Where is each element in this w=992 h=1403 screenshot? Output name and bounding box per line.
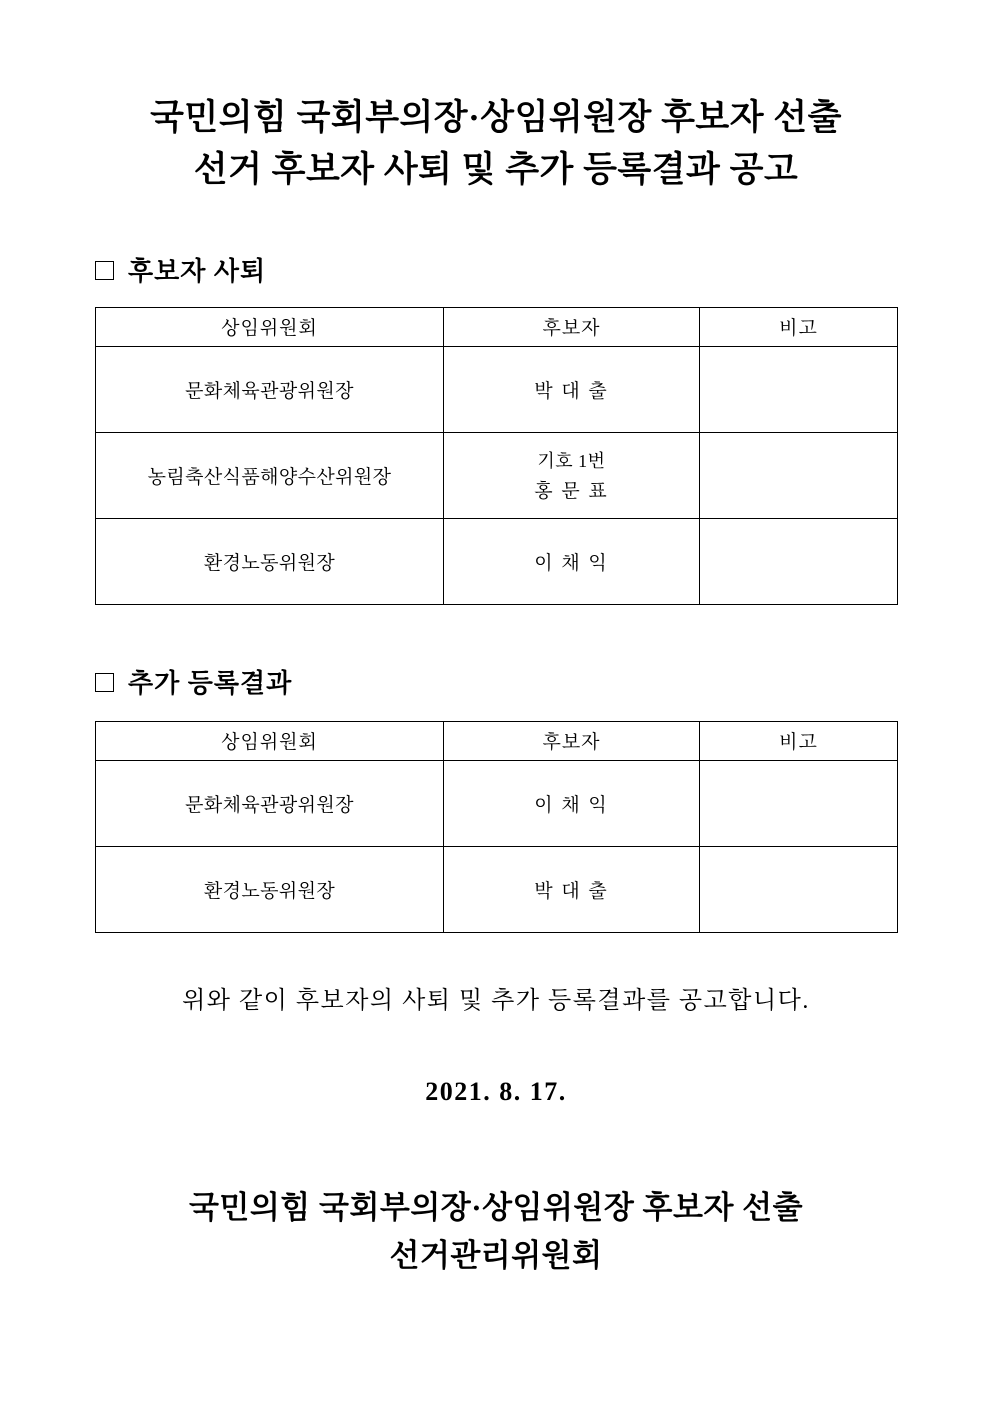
- section-heading-label: 후보자 사퇴: [128, 256, 267, 286]
- page-title-line-1: 국민의힘 국회부의장·상임위원장 후보자 선출: [150, 98, 842, 137]
- column-header-candidate: 후보자: [444, 307, 700, 346]
- cell-committee: 농림축산식품해양수산위원장: [96, 432, 444, 518]
- cell-committee: 환경노동위원장: [96, 518, 444, 604]
- section-heading-label: 추가 등록결과: [128, 668, 293, 698]
- column-header-candidate: 후보자: [444, 721, 700, 760]
- issuer-line-2: 선거관리위원회: [389, 1237, 603, 1273]
- column-header-committee: 상임위원회: [96, 721, 444, 760]
- issuer-block: [0, 1107, 992, 1280]
- cell-remark: [700, 346, 898, 432]
- resignations-table-container: [0, 307, 992, 605]
- table-row: [96, 760, 898, 846]
- cell-candidate: [444, 346, 700, 432]
- page-title: [0, 0, 992, 196]
- table-row: [96, 346, 898, 432]
- cell-remark: [700, 760, 898, 846]
- cell-remark: [700, 518, 898, 604]
- cell-committee: 문화체육관광위원장: [96, 346, 444, 432]
- candidate-name: 박 대 출: [534, 880, 609, 902]
- resignations-table: [95, 307, 898, 605]
- cell-candidate: [444, 518, 700, 604]
- checkbox-square-icon: [95, 261, 114, 280]
- cell-remark: [700, 846, 898, 932]
- cell-candidate: [444, 846, 700, 932]
- checkbox-square-icon: [95, 673, 114, 692]
- column-header-committee: 상임위원회: [96, 307, 444, 346]
- table-row: [96, 518, 898, 604]
- additional-registrations-table: [95, 721, 898, 933]
- column-header-remark: 비고: [700, 307, 898, 346]
- issuer-line-1: 국민의힘 국회부의장·상임위원장 후보자 선출: [188, 1189, 804, 1225]
- cell-candidate: [444, 760, 700, 846]
- table-row: [96, 846, 898, 932]
- cell-remark: [700, 432, 898, 518]
- document-date: 2021. 8. 17.: [425, 1076, 567, 1106]
- closing-statement: 위와 같이 후보자의 사퇴 및 추가 등록결과를 공고합니다.: [182, 987, 810, 1014]
- table-row: [96, 432, 898, 518]
- cell-candidate: [444, 432, 700, 518]
- additional-registrations-table-container: [0, 721, 992, 933]
- candidate-name: 이 채 익: [534, 794, 609, 816]
- cell-committee: 문화체육관광위원장: [96, 760, 444, 846]
- candidate-name: 박 대 출: [534, 380, 609, 402]
- section-heading-resignations: [0, 251, 992, 288]
- cell-committee: 환경노동위원장: [96, 846, 444, 932]
- table-header-row: [96, 721, 898, 760]
- candidate-ballot-number: 기호 1번: [537, 451, 606, 472]
- candidate-name: 홍 문 표: [534, 481, 609, 503]
- candidate-name: 이 채 익: [534, 552, 609, 574]
- page-title-line-2: 선거 후보자 사퇴 및 추가 등록결과 공고: [193, 149, 799, 189]
- table-header-row: [96, 307, 898, 346]
- column-header-remark: 비고: [700, 721, 898, 760]
- section-heading-additional-registrations: [0, 663, 992, 700]
